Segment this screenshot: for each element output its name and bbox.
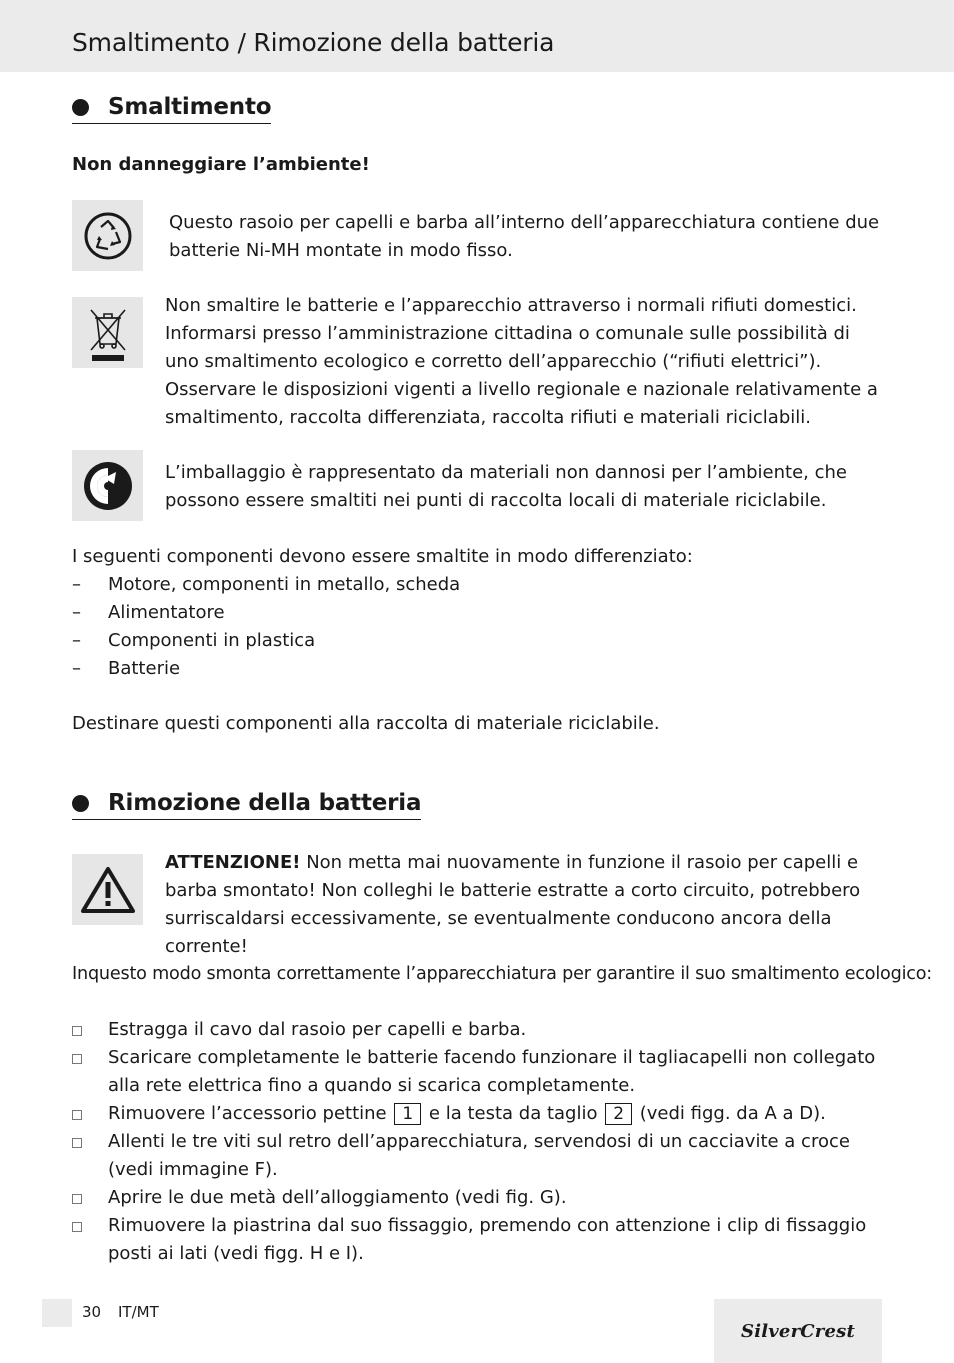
- packaging-text: L’imballaggio è rappresentato da materiali non dannosi per l’ambiente, che possono essere smaltiti nei punti di raccolta locali di materiale riciclabile.: [165, 462, 847, 511]
- list-item: [72, 1016, 884, 1044]
- bullet-icon: [72, 99, 89, 116]
- components-list: [72, 571, 460, 683]
- recycle-text: Questo rasoio per capelli e barba all’interno dell’apparecchiatura contiene due batterie Ni-MH montate in modo fisso.: [169, 212, 880, 261]
- list-item-text: Motore, componenti in metallo, scheda: [108, 574, 461, 595]
- recycle-icon-box: [72, 200, 143, 271]
- page-title: Smaltimento / Rimozione della batteria: [72, 28, 555, 57]
- list-item-text: Allenti le tre viti sul retro dell’apparecchiatura, servendosi di un cacciavite a croce (vedi immagine F).: [108, 1131, 850, 1180]
- warning-body: Non metta mai nuovamente in funzione il rasoio per capelli e barba smontato! Non colleghi le batterie estratte a corto circuito, potrebbero surriscaldarsi eccessivamente, se eventualmente conducono ancora della corrente!: [165, 852, 861, 957]
- dash-marker: –: [72, 574, 81, 595]
- bullet-icon: [72, 795, 89, 812]
- section-heading-label: Rimozione della batteria: [108, 790, 422, 816]
- packaging-icon-box: [72, 450, 143, 521]
- subheading: Non danneggiare l’ambiente!: [72, 154, 370, 175]
- brand-logo-text: SilverCrest: [741, 1320, 855, 1342]
- list-item: [72, 1100, 884, 1128]
- list-item-text: Aprire le due metà dell’alloggiamento (vedi fig. G).: [108, 1187, 567, 1208]
- page-language: IT/MT: [118, 1303, 159, 1321]
- list-item: [72, 655, 460, 683]
- dash-marker: –: [72, 602, 81, 623]
- list-item: [72, 599, 460, 627]
- step-text-part: (vedi figg. da A a D).: [634, 1103, 826, 1124]
- components-outro: Destinare questi componenti alla raccolta di materiale riciclabile.: [72, 713, 660, 734]
- list-item-text: Scaricare completamente le batterie facendo funzionare il tagliacapelli non collegato alla rete elettrica fino a quando si scarica completamente.: [108, 1047, 876, 1096]
- step-text-part: e la testa da taglio: [423, 1103, 604, 1124]
- list-item-text: Estragga il cavo dal rasoio per capelli e barba.: [108, 1019, 527, 1040]
- dash-marker: –: [72, 630, 81, 651]
- section-heading-disposal: [72, 94, 271, 124]
- green-dot-icon: [82, 460, 134, 512]
- list-item-text: [108, 1100, 826, 1128]
- checkbox-marker: [72, 1100, 108, 1128]
- list-item: [72, 1128, 884, 1184]
- list-item-text: Componenti in plastica: [108, 630, 316, 651]
- checkbox-marker: [72, 1212, 108, 1268]
- checkbox-marker: [72, 1128, 108, 1184]
- list-item-text: Batterie: [108, 658, 181, 679]
- warning-label: ATTENZIONE!: [165, 852, 301, 873]
- list-item-text: Alimentatore: [108, 602, 225, 623]
- ref-box-2: 2: [605, 1103, 632, 1125]
- dash-marker: –: [72, 658, 81, 679]
- step-text-part: Rimuovere l’accessorio pettine: [108, 1103, 393, 1124]
- list-item: [72, 1044, 884, 1100]
- warning-triangle-icon: [80, 865, 136, 915]
- checkbox-marker: [72, 1016, 108, 1044]
- list-item: [72, 1212, 884, 1268]
- section-heading-label: Smaltimento: [108, 94, 272, 120]
- list-item: [72, 571, 460, 599]
- list-item-text: Rimuovere la piastrina dal suo fissaggio, premendo con attenzione i clip di fissaggio posti ai lati (vedi figg. H e I).: [108, 1215, 867, 1264]
- checkbox-marker: [72, 1044, 108, 1100]
- crossed-bin-icon: [86, 302, 130, 364]
- ref-box-1: 1: [394, 1103, 421, 1125]
- warning-icon-box: [72, 854, 143, 925]
- list-item: [72, 1184, 884, 1212]
- page-number: 30: [82, 1303, 102, 1321]
- page-number-box: [42, 1299, 72, 1327]
- steps-list: [72, 1016, 884, 1268]
- recycle-icon: [83, 211, 133, 261]
- section-heading-battery: [72, 790, 421, 820]
- checkbox-marker: [72, 1184, 108, 1212]
- battery-intro: Inquesto modo smonta correttamente l’apparecchiatura per garantire il suo smaltimento ecologico:: [72, 964, 933, 984]
- weee-icon-box: [72, 297, 143, 368]
- weee-text: Non smaltire le batterie e l’apparecchio attraverso i normali rifiuti domestici. Informarsi presso l’amministrazione cittadina o comunale sulle possibilità di uno smaltimento ecologico e corretto dell’apparecchio (“rifiuti elettrici”). Osservare le disposizioni vigenti a livello regionale e nazionale relativamente a smaltimento, raccolta differenziata, raccolta rifiuti e materiali riciclabili.: [165, 295, 878, 428]
- list-item: [72, 627, 460, 655]
- components-intro: I seguenti componenti devono essere smaltite in modo differenziato:: [72, 546, 693, 567]
- brand-logo: [714, 1299, 882, 1363]
- warning-text: [165, 849, 884, 961]
